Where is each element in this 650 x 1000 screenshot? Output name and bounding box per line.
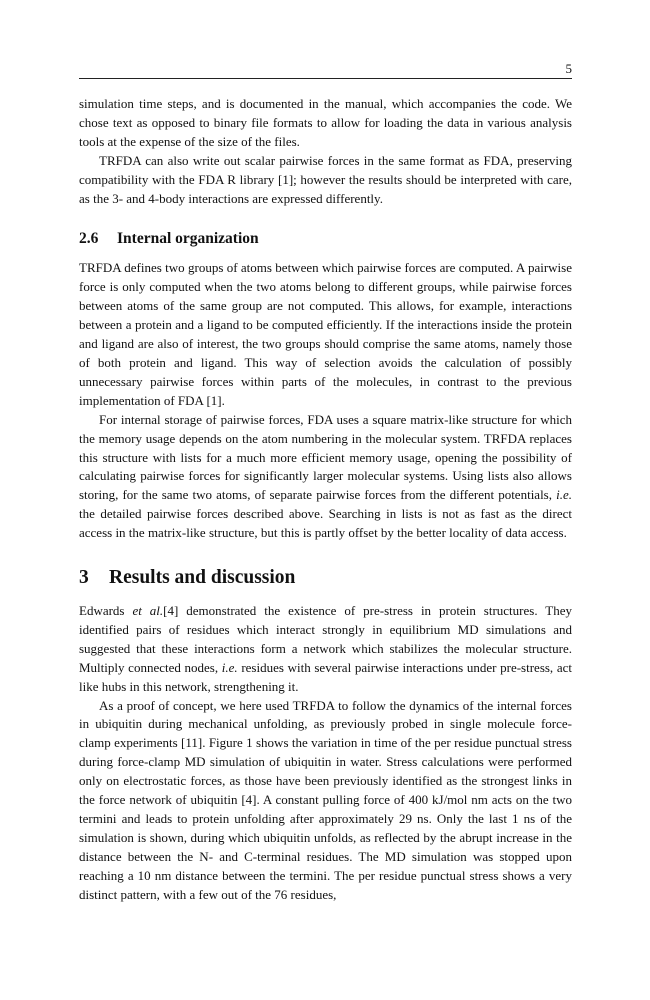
paragraph-continued: simulation time steps, and is documented in the manual, which accompanies the code. We chose text as opposed to binary file formats to allow for loading the data in various analysis tools at the expense of the size of the files. [79, 96, 572, 149]
section-heading-internal-organization [79, 229, 572, 249]
section-title: Internal organization [117, 230, 259, 248]
italic-et-al: et al. [132, 603, 164, 619]
section-heading-results [79, 566, 572, 590]
text-run: [4] demonstrated the existence of pre-stress in protein structures. They identified pairs of residues which interact strongly in equilibrium MD simulations and suggested that these interactions form a network which stabilizes the molecular structure. Multiply connected nodes, [79, 603, 572, 675]
italic-ie: i.e. [556, 487, 572, 503]
page-body [79, 95, 572, 905]
italic-ie: i.e. [221, 659, 238, 675]
text-run: For internal storage of pairwise forces, FDA uses a square matrix-like structure for which the memory usage depends on the atom numbering in the molecular system. TRFDA replaces this structure with lists for a much more efficient memory usage, opening the possibility of calculating pairwise forces for significantly larger molecular systems. Using lists also allows storing, for the same two atoms, of separate pairwise forces from the different potentials, [79, 411, 572, 503]
paragraph-edwards [79, 602, 572, 697]
text-run: residues with several pairwise interactions under pre-stress, act like hubs in this network, strengthening it. [79, 659, 573, 694]
running-header [79, 60, 572, 79]
paragraph-groups: TRFDA defines two groups of atoms between which pairwise forces are computed. A pairwise force is only computed when the two atoms belong to different groups, while pairwise forces between atoms of the same group are not computed. This allows, for example, interactions between a protein and a ligand to be computed efficiently. If the interactions inside the protein and ligand are also of interest, the two groups should comprise the same atoms, namely those of both protein and ligand. This way of selection avoids the calculation of possibly unnecessary pairwise forces within parts of the molecules, in contrast to the previous implementation of FDA [1]. [79, 260, 572, 408]
text-run: Edwards [79, 603, 133, 619]
paragraph-storage [79, 411, 572, 543]
section-title: Results and discussion [109, 567, 296, 589]
section-number: 3 [79, 567, 89, 589]
section-number: 2.6 [79, 230, 99, 248]
paragraph-proof-of-concept: As a proof of concept, we here used TRFDA to follow the dynamics of the internal forces in ubiquitin during mechanical unfolding, as previously probed in single molecule force-clamp experiments [11]. Figure 1 shows the variation in time of the per residue punctual stress during force-clamp MD simulation of ubiquitin in water. Stress calculations were performed only on electrostatic forces, as those have been previously identified as the strongest links in the force network of ubiquitin [4]. A constant pulling force of 400 kJ/mol nm acts on the two termini and leads to protein unfolding after approximately 29 ns. Only the last 1 ns of the simulation is shown, during which ubiquitin unfolds, as reflected by the abrupt increase in the distance between the N- and C-terminal residues. The MD simulation was stopped upon reaching a 10 nm distance between the termini. The per residue punctual stress shows a very distinct pattern, with a few out of the 76 residues, [79, 697, 572, 902]
page-number: 5 [565, 61, 572, 76]
paragraph-scalar-forces: TRFDA can also write out scalar pairwise forces in the same format as FDA, preserving compatibility with the FDA R library [1]; however the results should be interpreted with care, as the 3- and 4-body interactions are expressed differently. [79, 152, 572, 206]
text-run: the detailed pairwise forces described above. Searching in lists is not as fast as the direct access in the matrix-like structure, but this is partly offset by the better locality of data access. [79, 506, 572, 541]
